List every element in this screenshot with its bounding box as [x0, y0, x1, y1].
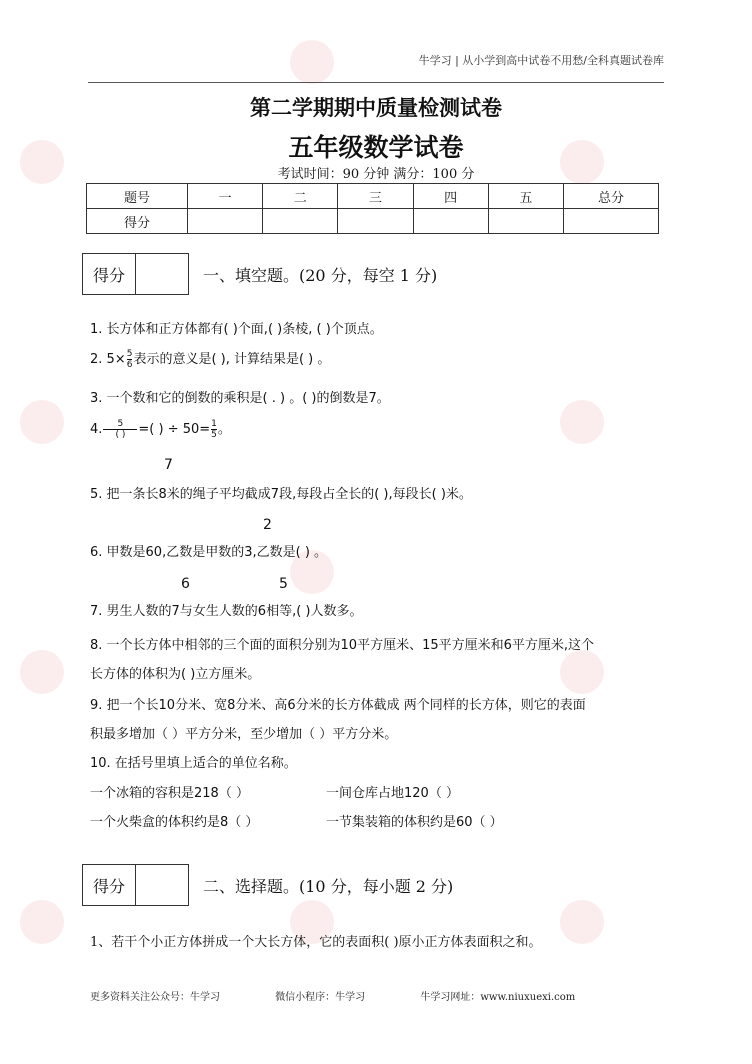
question-10-item-c: 一个火柴盒的体积约是8（ ）	[90, 815, 259, 830]
question-4	[90, 418, 231, 440]
watermark-logo	[560, 900, 604, 944]
question-2-text: 表示的意义是( ), 计算结果是( ) 。	[133, 352, 331, 367]
score-table-header-cell: 五	[488, 184, 563, 209]
score-table-header-cell: 三	[338, 184, 413, 209]
watermark-logo	[290, 40, 334, 84]
question-3: 3. 一个数和它的倒数的乘积是( . ) 。( )的倒数是7。	[90, 391, 390, 406]
fraction	[211, 419, 217, 440]
score-table-header-cell: 题号	[87, 184, 188, 209]
footer	[90, 988, 627, 1003]
watermark-logo	[20, 900, 64, 944]
score-row-label: 得分	[87, 209, 188, 234]
fraction	[127, 349, 133, 370]
question-7: 7. 男生人数的7与女生人数的6相等,( )人数多。	[90, 604, 363, 619]
score-cell	[263, 209, 338, 234]
section-score-box	[82, 253, 189, 295]
section-score-blank	[136, 254, 188, 294]
section-2-question-1: 1、若干个小正方体拼成一个大长方体，它的表面积( )原小正方体表面积之和。	[90, 935, 542, 950]
fraction-numerator: 1	[211, 419, 217, 429]
question-10: 10. 在括号里填上适合的单位名称。	[90, 756, 297, 771]
fraction-denominator: ( )	[115, 430, 126, 440]
fraction-denominator: 5	[211, 430, 217, 440]
score-cell	[488, 209, 563, 234]
score-cell	[338, 209, 413, 234]
section-score-label: 得分	[83, 254, 136, 294]
fraction-numerator: 5	[279, 576, 288, 592]
score-cell	[188, 209, 263, 234]
watermark-logo	[560, 650, 604, 694]
question-1: 1. 长方体和正方体都有( )个面,( )条棱, ( )个顶点。	[90, 322, 383, 337]
question-10-item-b: 一间仓库占地120（ ）	[326, 786, 459, 801]
question-4-end: 。	[217, 422, 231, 437]
question-6: 6. 甲数是60,乙数是甲数的3,乙数是( ) 。	[90, 545, 328, 560]
watermark-logo	[20, 400, 64, 444]
fraction-numerator: 2	[263, 517, 272, 533]
fraction-numerator: 5	[103, 419, 137, 430]
question-9-line-1: 9. 把一个长10分米、宽8分米、高6分米的长方体截成 两个同样的长方体，则它的表面	[90, 698, 586, 713]
score-table-header-cell: 总分	[564, 184, 659, 209]
question-4-prefix: 4.	[90, 422, 103, 437]
question-4-text: =( ) ÷ 50=	[138, 422, 211, 437]
question-9-line-2: 积最多增加（ ）平方分米，至少增加（ ）平方分米。	[90, 727, 398, 742]
fraction-numerator: 7	[164, 457, 173, 473]
score-table	[86, 183, 659, 234]
score-table-header-row	[87, 184, 659, 209]
header-divider	[88, 82, 664, 83]
question-8-line-1: 8. 一个长方体中相邻的三个面的面积分别为10平方厘米、15平方厘米和6平方厘米,这个	[90, 638, 595, 653]
watermark-logo	[20, 650, 64, 694]
fraction-denominator: 6	[126, 360, 133, 370]
exam-subtitle: 五年级数学试卷	[288, 133, 464, 162]
score-table-header-cell: 二	[263, 184, 338, 209]
watermark-logo	[560, 400, 604, 444]
exam-info: 考试时间：90 分钟 满分：100 分	[277, 167, 475, 182]
question-2	[90, 348, 330, 370]
score-table-header-cell: 四	[413, 184, 488, 209]
score-table-header-cell: 一	[188, 184, 263, 209]
question-10-item-d: 一节集装箱的体积约是60（ ）	[326, 815, 503, 830]
exam-title: 第二学期期中质量检测试卷	[250, 96, 502, 120]
score-cell	[564, 209, 659, 234]
section-2-header	[82, 864, 453, 906]
question-2-prefix: 2. 5×	[90, 352, 126, 367]
fraction	[103, 419, 137, 440]
footer-website: 牛学习网址：www.niuxuexi.com	[420, 992, 576, 1003]
section-score-label: 得分	[83, 865, 136, 905]
question-10-item-a: 一个冰箱的容积是218（ ）	[90, 786, 249, 801]
footer-mini-program: 微信小程序：牛学习	[275, 992, 366, 1003]
score-table-score-row	[87, 209, 659, 234]
section-score-box	[82, 864, 189, 906]
question-5: 5. 把一条长8米的绳子平均截成7段,每段占全长的( ),每段长( )米。	[90, 487, 472, 502]
section-1-title: 一、填空题。(20 分，每空 1 分)	[203, 265, 438, 285]
question-8-line-2: 长方体的体积为( )立方厘米。	[90, 667, 261, 682]
section-2-title: 二、选择题。(10 分，每小题 2 分)	[203, 876, 454, 896]
score-cell	[413, 209, 488, 234]
fraction-numerator: 5	[126, 349, 133, 359]
footer-wechat: 更多资料关注公众号：牛学习	[90, 992, 220, 1003]
header-note: 牛学习 | 从小学到高中试卷不用愁/全科真题试卷库	[418, 54, 664, 67]
section-score-blank	[136, 865, 188, 905]
section-1-header	[82, 253, 437, 295]
fraction-numerator: 6	[181, 576, 190, 592]
